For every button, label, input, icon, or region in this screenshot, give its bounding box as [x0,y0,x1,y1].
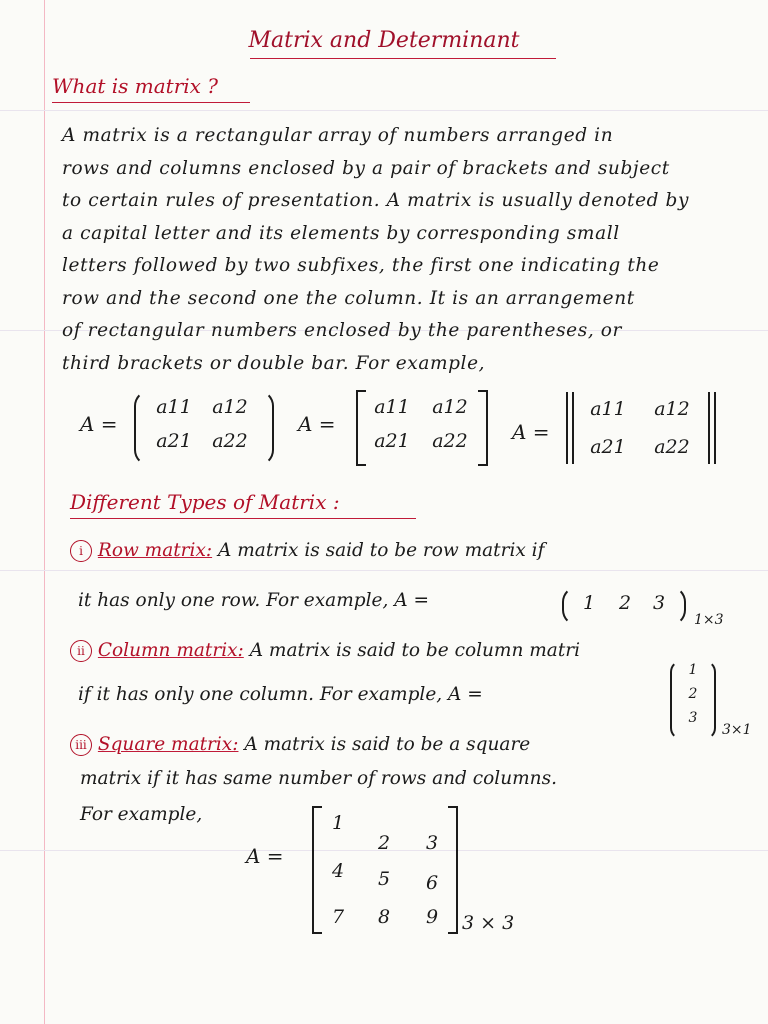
right-bracket [478,390,488,466]
matrix-element: 1 [582,592,596,614]
matrix-element: a11 [374,396,410,418]
type-text: A matrix is said to be column matri [249,640,581,661]
matrix-label: A = [80,412,118,436]
matrix-element: a22 [654,436,690,458]
matrix-element: a21 [156,430,192,452]
definition-line: letters followed by two subfixes, the first one indicating the [62,255,660,276]
numeral-badge: iii [70,734,92,756]
definition-line: A matrix is a rectangular array of numbers arranged in [62,125,614,146]
matrix-element: 9 [425,906,439,928]
heading-types-of-matrix: Different Types of Matrix : [70,490,340,514]
type-text: For example, [80,804,203,825]
matrix-element: a12 [654,398,690,420]
bar [714,392,716,464]
definition-line: third brackets or double bar. For example, [62,352,486,374]
ruled-line [0,110,768,111]
matrix-element: 3 [425,832,439,854]
matrix-element: 1 [688,662,698,678]
matrix-label: A = [512,420,550,444]
matrix-label: A = [246,844,284,868]
definition-line: a capital letter and its elements by corresponding small [62,222,620,244]
matrix-element: 2 [377,832,391,854]
matrix-order: 1×3 [694,612,724,628]
margin-line [44,0,45,1024]
matrix-element: a12 [212,396,248,418]
heading-underline [70,518,416,519]
row-matrix-example [562,586,686,626]
square-matrix-line-1 [70,734,530,756]
matrix-order: 3 × 3 [462,912,515,934]
left-bracket [356,390,366,466]
matrix-element: a22 [212,430,248,452]
title-underline [250,58,556,59]
definition-line: to certain rules of presentation. A matrix is usually denoted by [62,190,690,211]
matrix-element: a21 [590,436,626,458]
matrix-element: 4 [331,860,345,882]
column-matrix-line-1 [70,640,580,662]
row-matrix-line-2 [78,590,429,611]
square-matrix-example [312,806,458,936]
definition-paragraph [62,120,756,380]
page-title: Matrix and Determinant [248,28,520,53]
matrix-element: 3 [688,710,698,726]
matrix-element: a22 [432,430,468,452]
right-parenthesis [258,390,274,466]
matrix-element: 2 [618,592,632,614]
matrix-element: 8 [377,906,391,928]
definition-line: of rectangular numbers enclosed by the parentheses, or [62,320,622,341]
matrix-element: 5 [377,868,391,890]
square-matrix-line-3 [80,804,202,825]
type-text: it has only one row. For example, A = [78,590,429,611]
matrix-element: 7 [331,906,345,928]
bar [708,392,710,464]
matrix-element: 2 [688,686,698,702]
numeral-badge: ii [70,640,92,662]
numeral-badge: i [70,540,92,562]
matrix-element: a21 [374,430,410,452]
square-matrix-line-2 [80,768,557,789]
matrix-element: 6 [425,872,439,894]
type-name: Row matrix: [97,540,213,561]
bar [572,392,574,464]
definition-line: row and the second one the column. It is an arrangement [62,287,635,309]
type-text: if it has only one column. For example, A = [78,684,483,705]
type-text: A matrix is said to be row matrix if [218,540,545,561]
matrix-element: a11 [590,398,626,420]
matrix-element: 1 [331,812,345,834]
type-name: Column matrix: [97,640,244,661]
heading-underline [52,102,250,103]
row-matrix-line-1 [70,540,544,562]
matrix-element: a12 [432,396,468,418]
matrix-element: a11 [156,396,192,418]
matrix-label: A = [298,412,336,436]
type-text: matrix if it has same number of rows and columns. [80,768,557,789]
column-matrix-example [670,660,716,740]
column-matrix-line-2 [78,684,483,705]
double-bar-matrix [566,392,716,464]
left-parenthesis [134,390,150,466]
type-text: A matrix is said to be a square [244,734,531,755]
type-name: Square matrix: [97,734,239,755]
parentheses-matrix [134,390,274,462]
matrix-element: 3 [652,592,666,614]
ruled-line [0,570,768,571]
heading-what-is-matrix: What is matrix ? [52,74,219,98]
matrix-order: 3×1 [722,722,752,738]
bracket-matrix [356,390,488,462]
bar [566,392,568,464]
definition-line: rows and columns enclosed by a pair of brackets and subject [62,157,670,179]
